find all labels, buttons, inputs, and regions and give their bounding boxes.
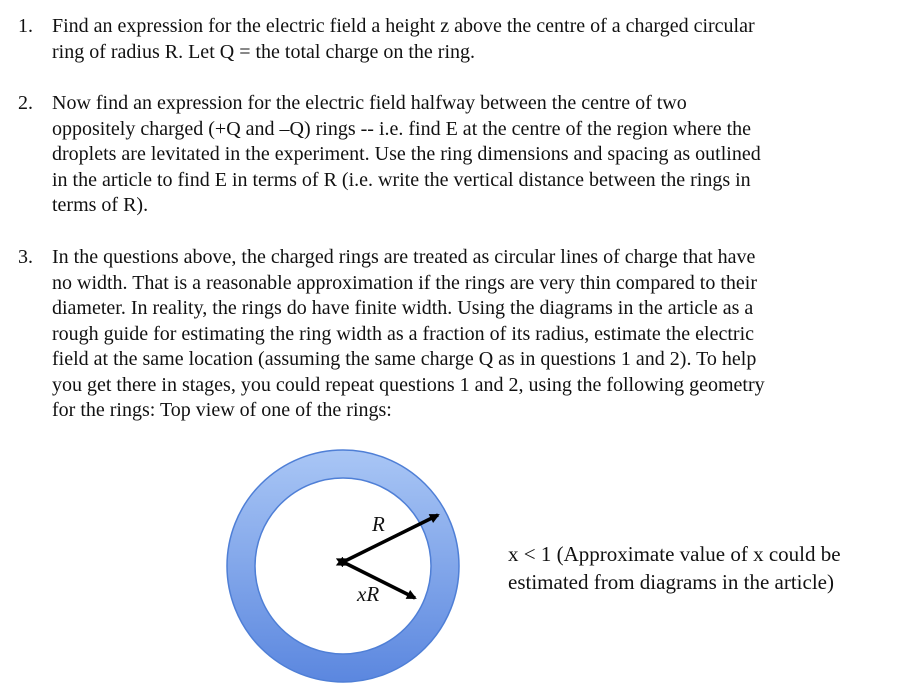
ring-figure bbox=[212, 448, 472, 684]
question-line: Now find an expression for the electric field halfway between the centre of two bbox=[52, 92, 687, 114]
question-number: 3. bbox=[18, 246, 33, 268]
question-number: 1. bbox=[18, 15, 33, 37]
question-line: droplets are levitated in the experiment. Use the ring dimensions and spacing as outlined bbox=[52, 143, 761, 165]
ring-diagram bbox=[212, 448, 472, 684]
note-line: x < 1 (Approximate value of x could be bbox=[508, 542, 841, 566]
question-line: diameter. In reality, the rings do have finite width. Using the diagrams in the article as a bbox=[52, 297, 754, 319]
question-line: In the questions above, the charged rings are treated as circular lines of charge that have bbox=[52, 246, 756, 268]
question-line: no width. That is a reasonable approximation if the rings are very thin compared to their bbox=[52, 271, 757, 294]
question-line: ring of radius R. Let Q = the total charge on the ring. bbox=[52, 40, 476, 63]
question-number: 2. bbox=[18, 92, 33, 114]
inner-radius-label: xR bbox=[357, 582, 380, 606]
inner-hole bbox=[255, 478, 431, 654]
question-line: Find an expression for the electric field a height z above the centre of a charged circular bbox=[52, 15, 755, 37]
question-line: oppositely charged (+Q and –Q) rings -- i.e. find E at the centre of the region where the bbox=[52, 117, 752, 140]
question-line: you get there in stages, you could repeat questions 1 and 2, using the following geometry bbox=[52, 373, 765, 396]
question-line: terms of R). bbox=[52, 194, 149, 216]
ring-note bbox=[508, 540, 841, 596]
question-line: for the rings: Top view of one of the rings: bbox=[52, 399, 392, 421]
note-line: estimated from diagrams in the article) bbox=[508, 570, 834, 594]
outer-radius-label: R bbox=[372, 512, 385, 536]
question-line: in the article to find E in terms of R (i.e. write the vertical distance between the rings in bbox=[52, 168, 751, 191]
question-line: rough guide for estimating the ring width as a fraction of its radius, estimate the electric bbox=[52, 322, 755, 345]
question-line: field at the same location (assuming the same charge Q as in questions 1 and 2). To help bbox=[52, 348, 757, 370]
